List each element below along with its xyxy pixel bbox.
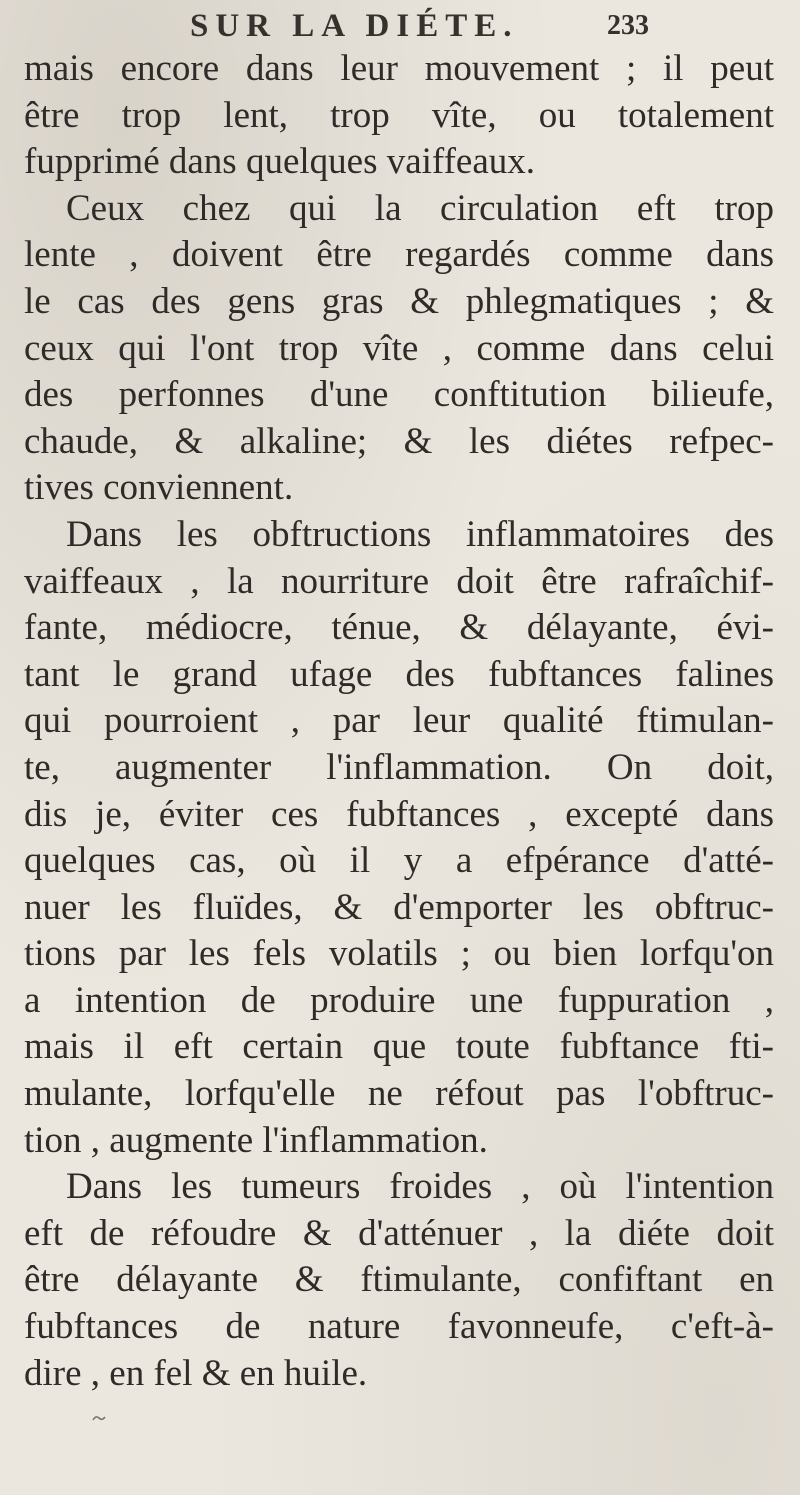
text-line: dis je, éviter ces fubftances , excepté dans xyxy=(24,793,774,835)
text-line: ceux qui l'ont trop vîte , comme dans celui xyxy=(24,327,774,369)
text-line: fupprimé dans quelques vaiffeaux. xyxy=(24,141,535,183)
text-line: quelques cas, où il y a efpérance d'atté- xyxy=(24,840,774,882)
text-line: Ceux chez qui la circulation eft trop xyxy=(66,187,774,229)
text-line: mais il eft certain que toute fubftance fti- xyxy=(24,1026,774,1068)
text-line: le cas des gens gras & phlegmatiques ; & xyxy=(24,280,774,322)
text-line: Dans les tumeurs froides , où l'intention xyxy=(66,1166,774,1208)
text-line: vaiffeaux , la nourriture doit être rafraîchif- xyxy=(24,560,774,602)
text-line: Dans les obftructions inflammatoires des xyxy=(66,513,774,555)
text-line: fante, médiocre, ténue, & délayante, évi- xyxy=(24,607,774,649)
text-line: tives conviennent. xyxy=(24,467,294,509)
body-text xyxy=(24,46,774,1397)
text-line: être délayante & ftimulante, confiftant en xyxy=(24,1259,774,1301)
ink-blot xyxy=(92,1408,106,1418)
text-line: qui pourroient , par leur qualité ftimulan- xyxy=(24,700,774,742)
text-line: te, augmenter l'inflammation. On doit, xyxy=(24,746,774,788)
text-line: a intention de produire une fuppuration , xyxy=(24,979,774,1021)
text-line: fubftances de nature favonneufe, c'eft-à- xyxy=(24,1306,774,1348)
text-line: mulante, lorfqu'elle ne réfout pas l'obftruc- xyxy=(24,1073,774,1115)
text-line: des perfonnes d'une conftitution bilieufe, xyxy=(24,374,774,416)
text-line: tant le grand ufage des fubftances falines xyxy=(24,653,774,695)
text-line: être trop lent, trop vîte, ou totalement xyxy=(24,94,774,136)
text-line: nuer les fluïdes, & d'emporter les obftruc- xyxy=(24,886,774,928)
text-line: tion , augmente l'inflammation. xyxy=(24,1119,488,1161)
text-line: mais encore dans leur mouvement ; il peut xyxy=(24,48,774,89)
page-number: 233 xyxy=(607,10,649,41)
text-line: chaude, & alkaline; & les diétes refpec- xyxy=(24,420,774,462)
text-line: tions par les fels volatils ; ou bien lorfqu'on xyxy=(24,933,774,975)
text-line: lente , doivent être regardés comme dans xyxy=(24,234,774,276)
running-head-title: SUR LA DIÉTE. xyxy=(190,8,519,44)
text-line: dire , en fel & en huile. xyxy=(24,1352,368,1394)
text-line: eft de réfoudre & d'atténuer , la diéte doit xyxy=(24,1212,774,1254)
